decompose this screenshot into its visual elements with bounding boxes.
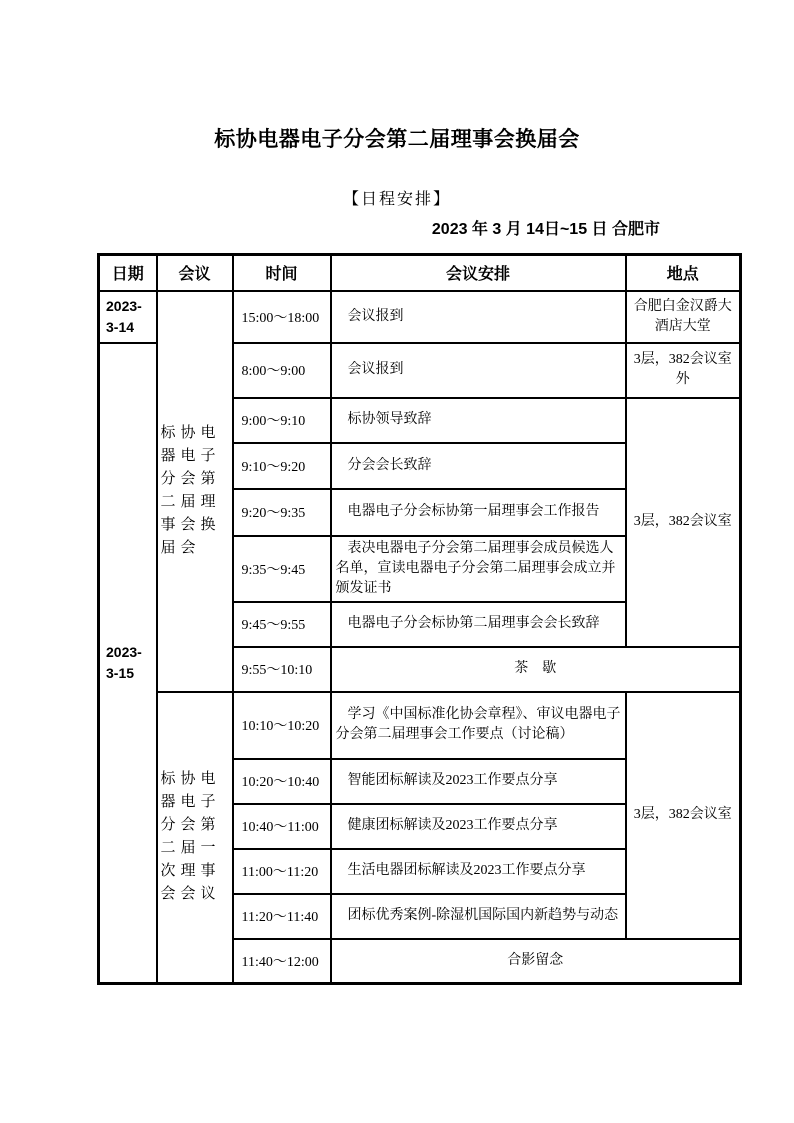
header-time: 时间	[233, 255, 331, 291]
location-cell-room-day2: 3层，382会议室	[626, 692, 741, 939]
arrangement-cell: 学习《中国标准化协会章程》、审议电器电子分会第二届理事会工作要点（讨论稿）	[331, 692, 626, 759]
arrangement-cell: 电器电子分会标协第一届理事会工作报告	[331, 489, 626, 536]
arrangement-cell: 团标优秀案例-除湿机国际国内新趋势与动态	[331, 894, 626, 939]
table-row	[99, 291, 741, 343]
meeting-cell-1: 标协电器电子分会第二届理事会换届会	[157, 291, 233, 692]
arrangement-cell: 分会会长致辞	[331, 443, 626, 489]
meeting-cell-2: 标协电器电子分会第二届一次理事会会议	[157, 692, 233, 984]
table-header-row	[99, 255, 741, 291]
time-cell: 10:40～11:00	[233, 804, 331, 849]
arrangement-cell: 会议报到	[331, 291, 626, 343]
arrangement-cell: 智能团标解读及2023工作要点分享	[331, 759, 626, 804]
date-location-line: 2023 年 3 月 14日~15 日 合肥市	[431, 221, 660, 238]
header-location: 地点	[626, 255, 741, 291]
time-cell: 9:20～9:35	[233, 489, 331, 536]
header-date: 日期	[99, 255, 157, 291]
arrangement-cell: 生活电器团标解读及2023工作要点分享	[331, 849, 626, 894]
date-cell-day2: 2023-3-15	[99, 343, 157, 984]
location-cell-room-day1: 3层，382会议室	[626, 398, 741, 647]
schedule-table	[97, 253, 742, 985]
location-cell-hotel: 合肥白金汉爵大酒店大堂	[626, 291, 741, 343]
time-cell: 8:00～9:00	[233, 343, 331, 398]
time-cell: 15:00～18:00	[233, 291, 331, 343]
time-cell: 9:35～9:45	[233, 536, 331, 602]
arrangement-cell: 会议报到	[331, 343, 626, 398]
time-cell: 9:55～10:10	[233, 647, 331, 692]
time-cell: 11:00～11:20	[233, 849, 331, 894]
arrangement-cell-photo: 合影留念	[331, 939, 741, 984]
time-cell: 10:10～10:20	[233, 692, 331, 759]
date-cell-day1: 2023-3-14	[99, 291, 157, 343]
time-cell: 9:10～9:20	[233, 443, 331, 489]
time-cell: 9:00～9:10	[233, 398, 331, 443]
header-meeting: 会议	[157, 255, 233, 291]
arrangement-cell: 电器电子分会标协第二届理事会会长致辞	[331, 602, 626, 647]
time-cell: 11:20～11:40	[233, 894, 331, 939]
header-arrangement: 会议安排	[331, 255, 626, 291]
document-title: 标协电器电子分会第二届理事会换届会	[214, 128, 580, 151]
arrangement-cell-tea-break: 茶 歇	[331, 647, 741, 692]
arrangement-cell: 健康团标解读及2023工作要点分享	[331, 804, 626, 849]
table-row	[99, 692, 741, 759]
arrangement-cell: 标协领导致辞	[331, 398, 626, 443]
time-cell: 9:45～9:55	[233, 602, 331, 647]
schedule-heading: 【日程安排】	[342, 191, 451, 208]
location-cell-outside-room: 3层，382会议室外	[626, 343, 741, 398]
arrangement-cell: 表决电器电子分会第二届理事会成员候选人名单，宣读电器电子分会第二届理事会成立并颁发证书	[331, 536, 626, 602]
time-cell: 11:40～12:00	[233, 939, 331, 984]
time-cell: 10:20～10:40	[233, 759, 331, 804]
